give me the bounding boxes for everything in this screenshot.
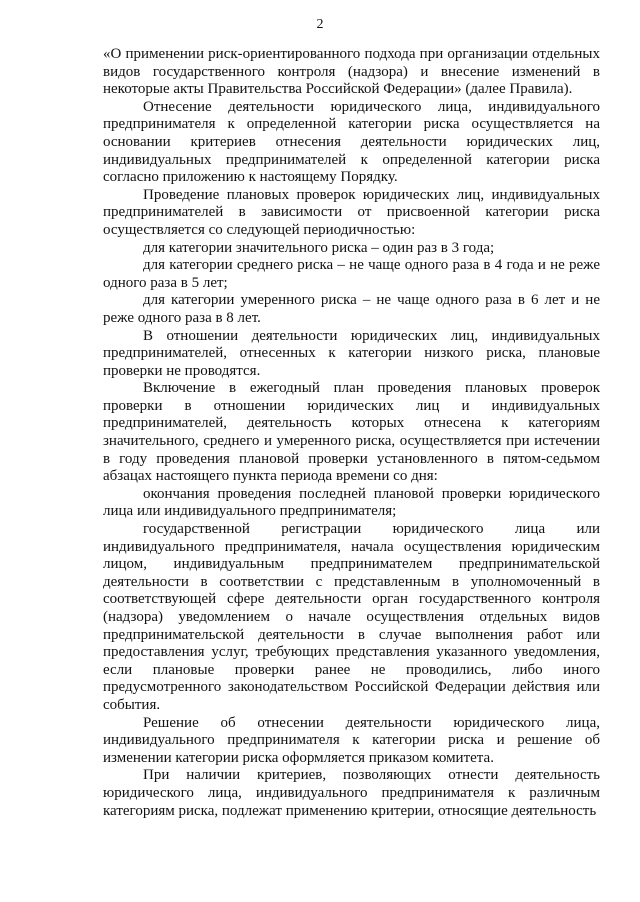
paragraph-moderate-risk: для категории умеренного риска – не чаще одного раза в 6 лет и не реже одного раза в 8 лет.: [103, 292, 600, 326]
paragraph-risk-category-assignment: Отнесение деятельности юридического лица, индивидуального предпринимателя к определенной категории риска осуществляется на основании критериев отнесения деятельности юридических лиц, индивидуальных предпринимателей к определенной категории риска согласно приложению к настоящему Порядку.: [103, 98, 600, 186]
document-body: [103, 46, 600, 820]
paragraph-annual-plan-inclusion: Включение в ежегодный план проведения плановых проверок проверки в отношении юридических лиц и индивидуальных предпринимателей, деятельность которых отнесена к категориям значительного, среднего и умеренного риска, осуществляется при истечении в году проведения плановой проверки установленного в пятом-седьмом абзацах настоящего пункта периода времени со дня:: [103, 380, 600, 485]
page-number: 2: [316, 17, 324, 32]
paragraph-medium-risk: для категории среднего риска – не чаще одного раза в 4 года и не реже одного раза в 5 лет;: [103, 257, 600, 291]
paragraph-multiple-criteria: При наличии критериев, позволяющих отнести деятельность юридического лица, индивидуального предпринимателя к различным категориям риска, подлежат применению критерии, относящие деятельность: [103, 767, 600, 819]
paragraph-significant-risk: для категории значительного риска – один раз в 3 года;: [143, 239, 495, 256]
paragraph-inspection-periodicity: Проведение плановых проверок юридических лиц, индивидуальных предпринимателей в зависимости от присвоенной категории риска осуществляется со следующей периодичностью:: [103, 186, 600, 238]
paragraph-rules-title-continuation: «О применении риск-ориентированного подхода при организации отдельных видов государственного контроля (надзора) и внесение изменений в некоторые акты Правительства Российской Федерации» (далее Правила).: [103, 46, 600, 98]
paragraph-state-registration: государственной регистрации юридического лица или индивидуального предпринимателя, начала осуществления юридическим лицом, индивидуальным предпринимателем предпринимательской деятельности в соответствии с представленным в уполномоченный в соответствующей сфере деятельности орган государственного контроля (надзора) уведомлением о начале осуществления отдельных видов предпринимательской деятельности в случае выполнения работ или предоставления услуг, требующих представления указанного уведомления, если плановые проверки ранее не проводились, либо иного предусмотренного законодательством Российской Федерации действия или события.: [103, 521, 600, 713]
paragraph-low-risk: В отношении деятельности юридических лиц, индивидуальных предпринимателей, отнесенных к категории низкого риска, плановые проверки не проводятся.: [103, 327, 600, 379]
paragraph-last-inspection-end: окончания проведения последней плановой проверки юридического лица или индивидуального предпринимателя;: [103, 485, 600, 520]
paragraph-committee-order: Решение об отнесении деятельности юридического лица, индивидуального предпринимателя к категории риска и решение об изменении категории риска оформляется приказом комитета.: [103, 714, 600, 766]
